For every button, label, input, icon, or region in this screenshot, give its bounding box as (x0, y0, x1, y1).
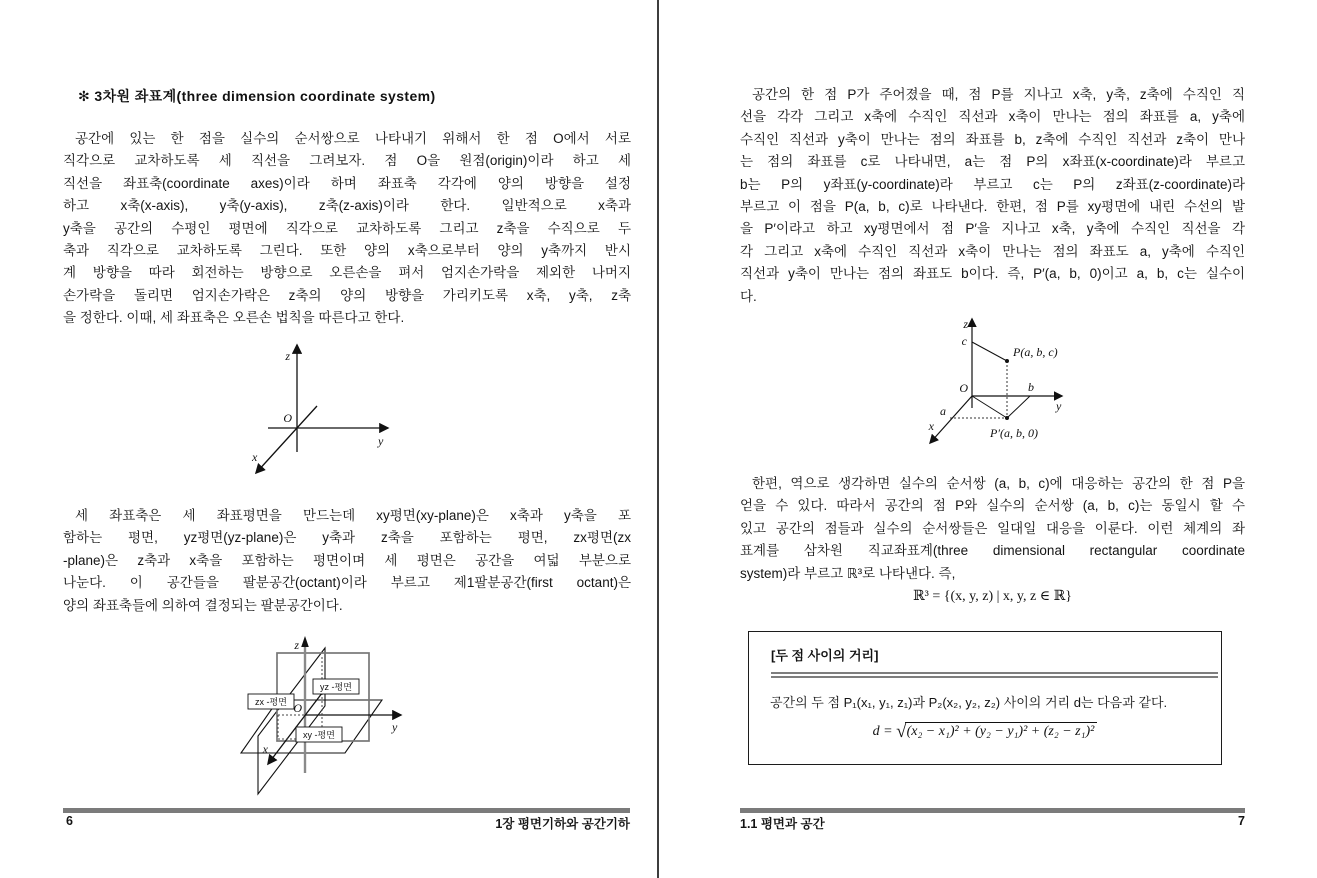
text-line: 손가락을 돌리면 엄지손가락은 z축의 양의 방향을 가리키도록 x축, y축, z축 (63, 287, 631, 303)
x-axis (930, 396, 972, 443)
a-label: a (940, 404, 946, 418)
text-line: system)라 부르고 ℝ³로 나타낸다. 즉, (740, 565, 956, 581)
distance-formula-lhs: d = (872, 724, 897, 739)
text-line: 직선과 y축이 만나는 점의 좌표도 b이다. 즉, P′(a, b, 0)이고 a, b, c는 실수이 (740, 266, 1245, 282)
text-line: -plane)은 z축과 x축을 포함하는 평면이며 세 평면은 공간을 여덟 부분으로 (63, 552, 631, 568)
text-line: 다. (740, 288, 757, 304)
origin-label: O (283, 411, 292, 425)
left-paragraph-1 (63, 128, 631, 330)
point-P-prime (1005, 416, 1009, 420)
z-axis-label: z (294, 638, 299, 652)
distance-box-body: 공간의 두 점 P₁(x₁, y₁, z₁)과 P₂(x₂, y₂, z₂) 사이의 거리 d는 다음과 같다. (770, 695, 1168, 710)
left-paragraph-2 (63, 505, 631, 617)
text-line: 축과 직각으로 교차하도록 그린다. 또한 양의 x축으로부터 양의 y축까지 반시 (63, 243, 631, 259)
figure-octant-planes (220, 636, 490, 804)
text-line: 직각으로 교차하도록 세 직선을 그려보자. 점 O을 원점(origin)이라 하고 세 (63, 153, 631, 169)
distance-box-rule (771, 672, 1218, 678)
page-number: 6 (66, 814, 73, 828)
text-line: 는 점의 좌표를 c로 나타내면, a는 점 P의 x좌표(x-coordinate)라 부르고 (740, 154, 1245, 170)
text-line: 을 P′이라고 하고 xy평면에서 점 P′을 지나고 x축, y축에 수직인 직선을 각 (740, 221, 1245, 237)
text-line: 있고 공간의 점들과 실수의 순서쌍들은 일대일 대응을 이룬다. 이런 체계의 좌 (740, 520, 1245, 536)
text-line: 얻을 수 있다. 따라서 공간의 점 P와 실수의 순서쌍 (a, b, c)는 동일시 할 수 (740, 498, 1245, 514)
origin-label: O (293, 701, 302, 715)
distance-formula-radicand: (x₂ − x₁)² + (y₂ − y₁)² + (z₂ − z₁)² (905, 722, 1098, 740)
chapter-title: 1장 평면기하와 공간기하 (495, 817, 630, 831)
y-axis-label: y (378, 434, 384, 448)
x-axis-label: x (252, 450, 258, 464)
footer-bar (740, 808, 1245, 813)
right-paragraph-1 (740, 84, 1245, 308)
page-divider (657, 0, 659, 878)
text-line: 계 방향을 따라 회전하는 방향으로 오른손을 펴서 엄지손가락을 제외한 나머지 (63, 265, 631, 281)
figure-point-projection (880, 312, 1140, 462)
text-line: 부르고 이 점을 P(a, b, c)로 나타낸다. 한편, 점 P를 xy평면에 내린 수선의 발 (740, 199, 1245, 215)
text-line: 세 좌표축은 세 좌표평면을 만드는데 xy평면(xy-plane)은 x축과 y축을 포 (75, 508, 631, 523)
distance-formula (749, 721, 1221, 743)
section-title: 1.1 평면과 공간 (740, 817, 825, 831)
sqrt-radical-icon: √ (896, 721, 907, 742)
point-P (1005, 359, 1009, 363)
distance-box-title: [두 점 사이의 거리] (771, 648, 879, 663)
text-line: b는 P의 y좌표(y-coordinate)라 부르고 c는 P의 z좌표(z-coordinate)라 (740, 176, 1245, 192)
c-label: c (961, 334, 967, 348)
text-line: 각 그리고 x축에 수직인 직선과 x축이 만나는 점의 좌표도 a, y축에 수직인 (740, 243, 1245, 259)
y-axis-label: y (1056, 399, 1062, 413)
r3-set-formula: ℝ³ = {(x, y, z) | x, y, z ∈ ℝ} (913, 589, 1072, 604)
P-label: P(a, b, c) (1013, 345, 1058, 359)
text-line: 하고 x축(x-axis), y축(y-axis), z축(z-axis)이라 한다. 일반적으로 x축과 (63, 198, 631, 214)
yz-plane-label: yz -평면 (320, 682, 352, 692)
z-axis-label: z (285, 349, 290, 363)
text-line: 을 정한다. 이때, 세 좌표축은 오른손 법칙을 따른다고 한다. (63, 310, 405, 326)
z-axis-label: z (963, 317, 968, 331)
text-line: 수직인 직선과 y축이 만나는 점의 좌표를 b, z축에 수직인 직선과 z축이 만나 (740, 131, 1245, 147)
xy-plane-label: xy -평면 (303, 730, 335, 740)
text-line: 공간의 한 점 P가 주어졌을 때, 점 P를 지나고 x축, y축, z축에 수직인 직 (752, 87, 1245, 102)
origin-label: O (959, 381, 968, 395)
text-line: y축을 공간의 수평인 평면에 직각으로 교차하도록 그리고 z축을 수직으로 두 (63, 220, 631, 236)
text-line: 표계를 삼차원 직교좌표계(three dimensional rectangular coordinate (740, 543, 1245, 559)
text-line: 한편, 역으로 생각하면 실수의 순서쌍 (a, b, c)에 대응하는 공간의 한 점 P을 (752, 476, 1245, 491)
P-prime-label: P′(a, b, 0) (990, 426, 1038, 440)
b-to-Pprime-line (1007, 396, 1030, 418)
page-number: 7 (1238, 814, 1245, 828)
x-axis-label: x (928, 419, 934, 433)
right-paragraph-2 (740, 473, 1245, 585)
c-to-P-line (972, 342, 1007, 361)
text-line: 공간에 있는 한 점을 실수의 순서쌍으로 나타내기 위해서 한 점 O에서 서로 (75, 131, 631, 146)
text-line: 함하는 평면, yz평면(yz-plane)은 y축과 z축을 포함하는 평면, zx평면(zx (63, 530, 631, 546)
figure-3d-axes (200, 332, 500, 490)
y-axis-label: y (392, 720, 398, 734)
x-axis-label: x (262, 742, 268, 756)
zx-plane-label: zx -평면 (255, 697, 287, 707)
footer-bar (63, 808, 630, 813)
page-title: ✻ 3차원 좌표계(three dimension coordinate system) (78, 88, 436, 104)
b-label: b (1028, 380, 1034, 394)
distance-box (748, 631, 1222, 765)
text-line: 나눈다. 이 공간들을 팔분공간(octant)이라 부르고 제1팔분공간(first octant)은 (63, 575, 631, 591)
text-line: 양의 좌표축들에 의하여 결정되는 팔분공간이다. (63, 597, 343, 613)
text-line: 직선을 좌표축(coordinate axes)이라 하며 좌표축 각각에 양의 방향을 설정 (63, 175, 631, 191)
O-to-Pprime-line (972, 396, 1007, 418)
zx-plane (258, 648, 325, 794)
z-arrowhead (301, 636, 309, 647)
text-line: 선을 각각 그리고 x축에 수직인 직선과 x축이 만나는 점의 좌표를 a, y축에 (740, 109, 1245, 125)
